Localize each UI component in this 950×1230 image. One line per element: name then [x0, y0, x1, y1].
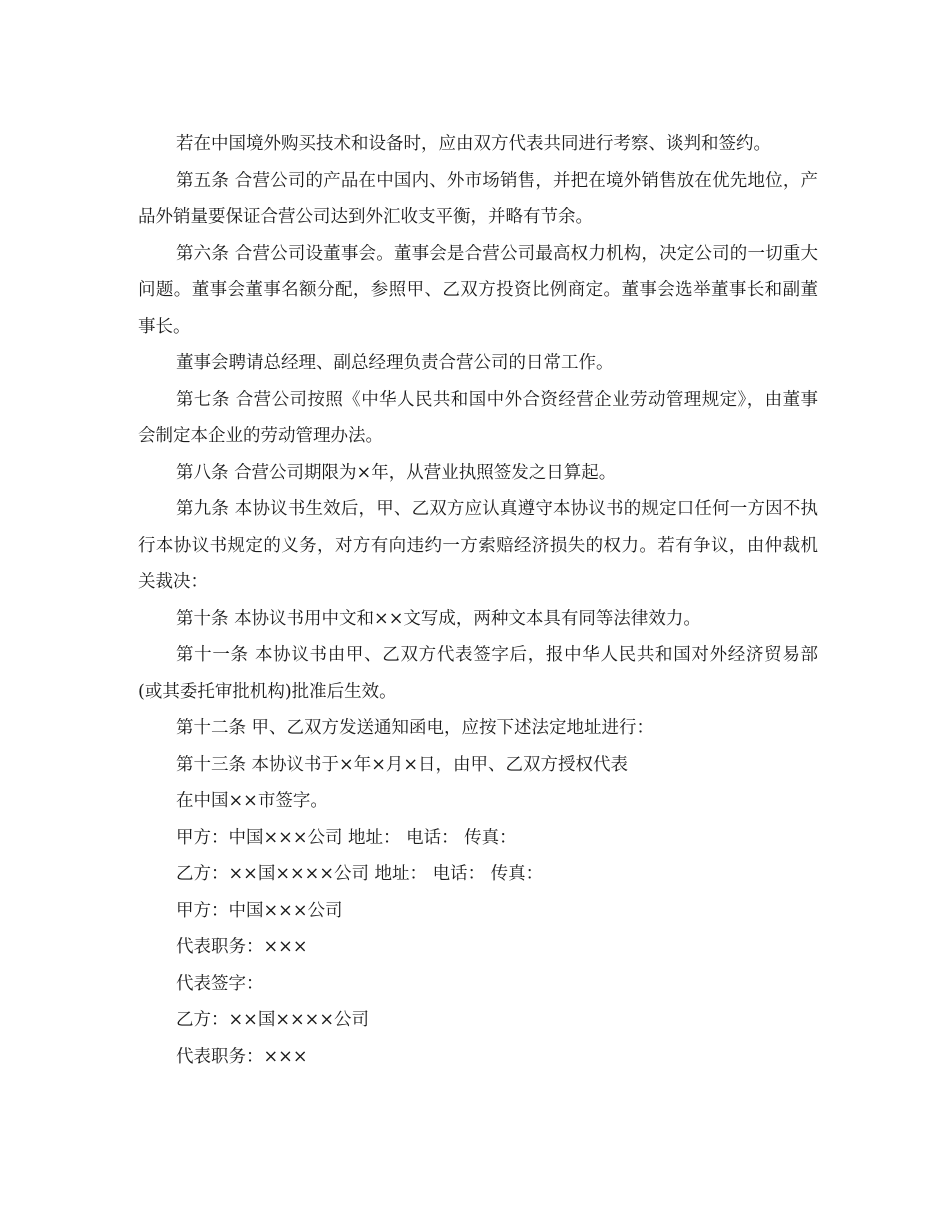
party-b-contact-line: 乙方：××国××××公司 地址： 电话： 传真： [176, 864, 544, 884]
document-page [138, 126, 818, 1075]
paragraph-signing-location: 在中国××市签字。 [176, 791, 328, 811]
paragraph-article-6: 第六条 合营公司设董事会。董事会是合营公司最高权力机构，决定公司的一切重大问题。董事会董事名额分配，参照甲、乙双方投资比例商定。董事会选举董事长和副董事长。 [138, 243, 818, 337]
party-a-representative-title: 代表职务：××× [176, 937, 308, 957]
paragraph-article-13: 第十三条 本协议书于×年×月×日，由甲、乙双方授权代表 [176, 754, 629, 775]
paragraph-overseas-purchase: 若在中国境外购买技术和设备时，应由双方代表共同进行考察、谈判和签约。 [176, 134, 771, 154]
paragraph-board-hires-manager: 董事会聘请总经理、副总经理负责合营公司的日常工作。 [176, 353, 614, 373]
paragraph-article-9: 第九条 本协议书生效后，甲、乙双方应认真遵守本协议书的规定口任何一方因不执行本协议书规定的义务，对方有向违约一方索赔经济损失的权力。若有争议，由仲裁机关裁决： [138, 499, 818, 592]
paragraph-article-8: 第八条 合营公司期限为×年，从营业执照签发之日算起。 [176, 462, 617, 483]
paragraph-article-11: 第十一条 本协议书由甲、乙双方代表签字后，报中华人民共和国对外经济贸易部(或其委托审批机构)批准后生效。 [138, 645, 818, 702]
paragraph-article-7: 第七条 合营公司按照《中华人民共和国中外合资经营企业劳动管理规定》，由董事会制定本企业的劳动管理办法。 [138, 389, 818, 446]
party-a-contact-line: 甲方：中国×××公司 地址： 电话： 传真： [176, 827, 517, 848]
paragraph-article-5: 第五条 合营公司的产品在中国内、外市场销售，并把在境外销售放在优先地位，产品外销量要保证合营公司达到外汇收支平衡，并略有节余。 [138, 170, 818, 227]
paragraph-article-12: 第十二条 甲、乙双方发送通知函电，应按下述法定地址进行： [176, 718, 655, 738]
party-b-name: 乙方：××国××××公司 [176, 1010, 369, 1030]
party-a-name: 甲方：中国×××公司 [176, 900, 343, 921]
party-a-representative-signature: 代表签字： [176, 973, 264, 994]
party-b-representative-title: 代表职务：××× [176, 1046, 308, 1067]
paragraph-article-10: 第十条 本协议书用中文和××文写成，两种文本具有同等法律效力。 [176, 608, 701, 629]
